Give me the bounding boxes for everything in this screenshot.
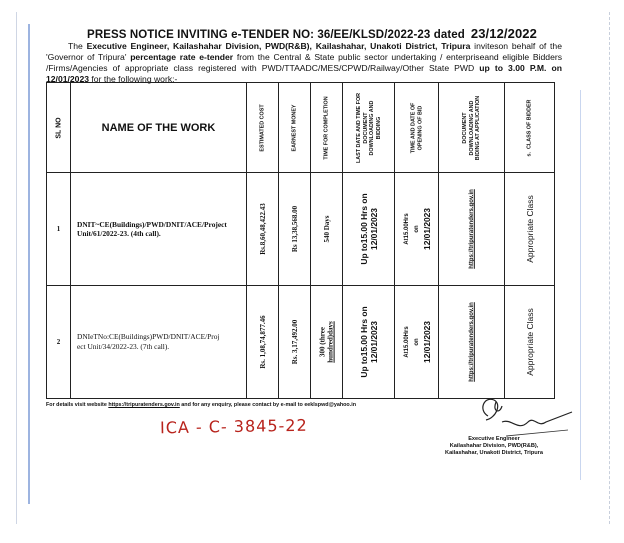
header-opening: TIME AND DATE OF OPENING OF BID	[395, 83, 439, 173]
signature-block: Executive Engineer Kailashahar Division, PWD(R&B), Kailashahar, Unakoti District, Tripura	[426, 436, 562, 457]
table-header-row	[47, 83, 555, 173]
row-class: Appropriate Class	[505, 285, 555, 398]
row-website[interactable]: https://tripuratenders.gov.in	[439, 173, 505, 285]
footer-note: For details visit website https://tripuratenders.gov.in and for any enquiry, please contact by e-mail to eeklspwd@yahoo.in	[46, 402, 356, 408]
notice-date: 23/12/2022	[470, 26, 537, 41]
row-sl: 2	[47, 285, 71, 398]
footer-email[interactable]: eeklspwd@yahoo.in	[304, 402, 356, 408]
row-website[interactable]: https://tripuratenders.gov.in	[439, 285, 505, 398]
header-sl-no: SL NO	[47, 83, 71, 173]
issuer: Executive Engineer, Kailashahar Division, PWD(R&B), Kailashahar, Unakoti District, Tripura	[86, 41, 471, 51]
header-time-for-completion: TIME FOR COMPLETION	[311, 83, 343, 173]
margin-rule	[28, 24, 30, 504]
row-completion: 300 (three hundred)days	[311, 285, 343, 398]
handwritten-reference: ICA - C- 3845-22	[159, 415, 308, 438]
row-class: Appropriate Class	[505, 173, 555, 285]
row-completion: 540 Days	[311, 173, 343, 285]
notice-intro: The Executive Engineer, Kailashahar Division, PWD(R&B), Kailashahar, Unakoti District, Tripura inviteson behalf of the 'Governor of Tripura' percentage rate e-tender from the Central & State public sector undertaking / enterpriseand eligible Bidders /Firms/Agencies of appropriate class registered with PWD/TTAADC/MES/CPWD/Railway/Other State PWD up to 3.00 P.M. on 12/01/2023 for the following work:-	[46, 41, 563, 84]
notice-title: PRESS NOTICE INVITING e-TENDER NO: 36/EE/KLSD/2022-23 dated 23/12/2022	[87, 26, 537, 41]
signature-title: Executive Engineer	[468, 436, 520, 442]
signature-scribble-icon	[472, 392, 582, 440]
header-class-of-bidder: s. CLASS OF BIDDER	[505, 83, 555, 173]
header-earnest-money: EARNEST MONEY	[279, 83, 311, 173]
row-last-date: Up to15.00 Hrs on 12/01/2023	[343, 173, 395, 285]
header-name-of-work: NAME OF THE WORK	[71, 83, 247, 173]
header-document: DOCUMENT DOWNLOADING AND BIDING AT APPLICATION	[439, 83, 505, 173]
deadline: up to 3.00 P.M. on 12/01/2023	[46, 63, 562, 84]
row-opening: At15.00Hrs on 12/01/2023	[395, 285, 439, 398]
row-last-date: Up to15.00 Hrs on 12/01/2023	[343, 285, 395, 398]
row-opening: At15.00Hrs on 12/01/2023	[395, 173, 439, 285]
table-row	[47, 285, 555, 398]
row-cost: Rs. 1,08,74,877.46	[247, 285, 279, 398]
row-earnest: Rs. 3,17,492.00	[279, 285, 311, 398]
row-sl: 1	[47, 173, 71, 285]
table-row	[47, 173, 555, 285]
tender-table	[46, 82, 555, 399]
row-earnest: Rs 13,38,568.00	[279, 173, 311, 285]
row-work-name: DNIeTNo:CE(Buildings)PWD/DNIT/ACE/Proj ect Unit/34/2022-23. (7th call).	[71, 285, 247, 398]
footer-website-link[interactable]: https://tripuratenders.gov.in	[108, 402, 180, 408]
header-last-date: LAST DATE AND TIME FOR DOCUMENT DOWNLOADING AND BIDDING	[343, 83, 395, 173]
header-estimated-cost: ESTIMATED COST	[247, 83, 279, 173]
row-work-name: DNIT~CE(Buildings)/PWD/DNIT/ACE/Project Unit/61/2022-23. (4th call).	[71, 173, 247, 285]
row-cost: Rs.8,60,48,422.43	[247, 173, 279, 285]
